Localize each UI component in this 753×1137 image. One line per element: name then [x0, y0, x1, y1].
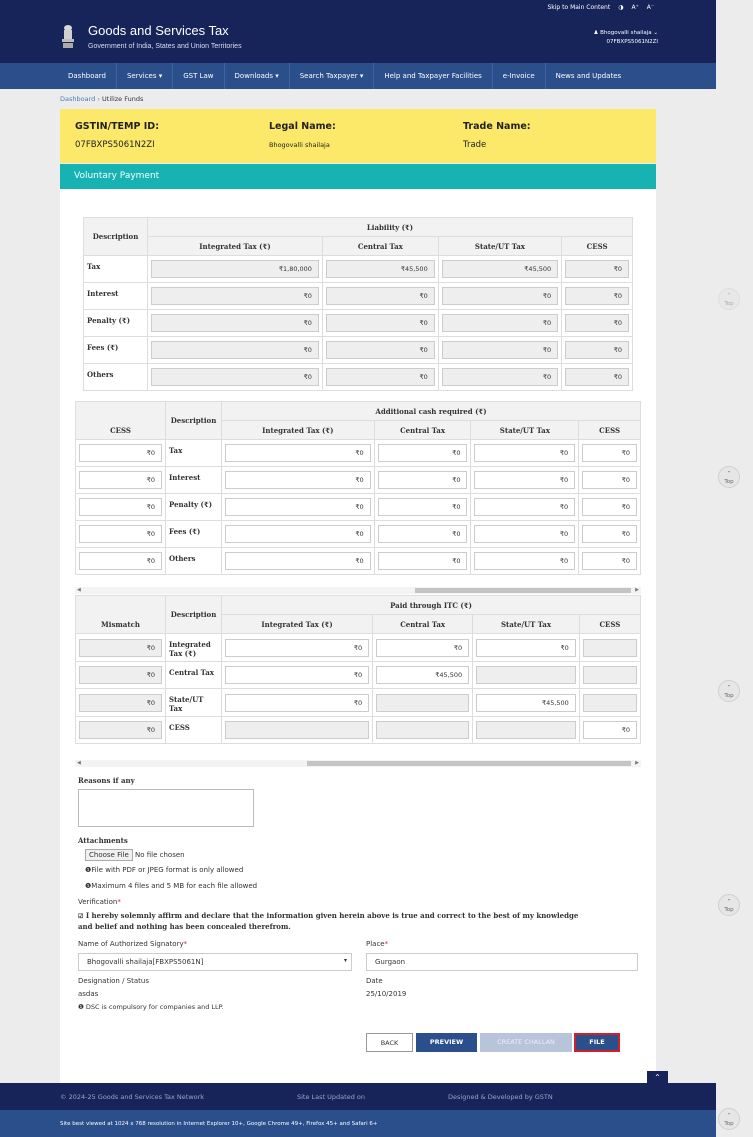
scroll-top-icon[interactable]: ⌃: [647, 1071, 668, 1084]
chevron-up-icon: ⌃: [726, 293, 732, 299]
choose-file-button[interactable]: Choose File: [85, 849, 133, 861]
cash-input[interactable]: ₹0: [378, 471, 468, 489]
chevron-up-icon: ⌃: [726, 471, 732, 477]
cash-input[interactable]: ₹0: [225, 444, 371, 462]
place-label-text: Place: [366, 940, 385, 948]
site-subtitle: Government of India, States and Union Territories: [88, 43, 242, 50]
nav-downloads[interactable]: Downloads ▾: [225, 63, 290, 89]
top-button[interactable]: [718, 288, 740, 310]
itc-disabled-field: [583, 694, 637, 712]
nav-search-taxpayer[interactable]: Search Taxpayer ▾: [290, 63, 375, 89]
back-button[interactable]: BACK: [366, 1033, 413, 1052]
row-label: Interest: [84, 283, 148, 310]
itc-group-header: Paid through ITC (₹): [222, 596, 641, 615]
place-value: Gurgaon: [375, 958, 406, 966]
cash-col-cess: CESS: [579, 421, 641, 440]
font-decrease-button[interactable]: A⁻: [646, 4, 654, 11]
itc-lead-header: Mismatch: [76, 596, 166, 634]
chevron-up-icon: ⌃: [726, 899, 732, 905]
row-label: Interest: [166, 467, 222, 494]
required-mark: *: [117, 898, 121, 906]
verification-declaration: [78, 911, 638, 932]
reasons-label: Reasons if any: [78, 776, 135, 785]
liability-col-sgst: State/UT Tax: [438, 237, 561, 256]
row-label: Penalty (₹): [84, 310, 148, 337]
declaration-line-1: I hereby solemnly affirm and declare that the information given herein above is true and correct to the best of my knowledge: [85, 911, 579, 920]
cash-input[interactable]: ₹0: [474, 444, 575, 462]
itc-disabled-field: [476, 666, 576, 684]
checkbox-checked-icon[interactable]: ☑: [78, 913, 84, 920]
value-field: ₹0: [565, 314, 629, 332]
itc-col-cgst: Central Tax: [373, 615, 473, 634]
value-field: ₹0: [326, 287, 435, 305]
table-row: [76, 634, 641, 662]
table-row: [76, 548, 641, 575]
cess-lead-field: ₹0: [79, 471, 162, 489]
value-field: ₹0: [326, 314, 435, 332]
table-row: [76, 467, 641, 494]
nav-news[interactable]: News and Updates: [555, 72, 622, 80]
date-label: Date: [366, 977, 383, 985]
itc-col-cess: CESS: [579, 615, 640, 634]
row-label: Penalty (₹): [166, 494, 222, 521]
liability-table: [83, 217, 633, 391]
legal-name-value: Bhogovalli shailaja: [269, 141, 330, 149]
file-format-note: ❶File with PDF or JPEG format is only allowed: [85, 866, 244, 874]
itc-input[interactable]: ₹0: [376, 639, 469, 657]
liability-desc-header: Description: [84, 218, 148, 256]
cash-input[interactable]: ₹0: [225, 525, 371, 543]
cash-col-sgst: State/UT Tax: [471, 421, 579, 440]
itc-input[interactable]: ₹0: [225, 666, 369, 684]
scroll-right-icon[interactable]: ▶: [635, 587, 639, 593]
table-row: [84, 364, 633, 391]
nav-dashboard[interactable]: Dashboard: [58, 63, 117, 89]
cash-required-table: [75, 401, 641, 575]
top-button[interactable]: [718, 466, 740, 488]
itc-desc-header: Description: [166, 596, 222, 634]
nav-gst-law[interactable]: GST Law: [173, 63, 224, 89]
designation-label: Designation / Status: [78, 977, 149, 985]
cash-input[interactable]: ₹0: [378, 552, 468, 570]
row-label: Fees (₹): [166, 521, 222, 548]
footer-designed: Designed & Developed by GSTN: [448, 1093, 553, 1101]
cash-desc-header: Description: [166, 402, 222, 440]
mismatch-field: ₹0: [79, 694, 162, 712]
row-label: CESS: [166, 717, 222, 744]
scroll-left-icon[interactable]: ◀: [77, 587, 81, 593]
row-label: Fees (₹): [84, 337, 148, 364]
cess-lead-field: ₹0: [79, 525, 162, 543]
top-label: Top: [724, 693, 734, 699]
row-label: Others: [166, 548, 222, 575]
footer: [0, 1083, 716, 1110]
itc-disabled-field: [225, 721, 369, 739]
top-button[interactable]: [718, 894, 740, 916]
breadcrumb-dashboard[interactable]: Dashboard: [60, 95, 96, 103]
declaration-line-2: and belief and nothing has been concealed therefrom.: [78, 922, 291, 931]
cess-lead-field: ₹0: [79, 444, 162, 462]
scroll-left-icon[interactable]: ◀: [77, 760, 81, 766]
liability-col-cess: CESS: [562, 237, 633, 256]
cess-lead-field: ₹0: [79, 552, 162, 570]
table-row: [84, 310, 633, 337]
mismatch-field: ₹0: [79, 721, 162, 739]
liability-col-igst: Integrated Tax (₹): [148, 237, 323, 256]
date-value: 25/10/2019: [366, 990, 407, 998]
cash-input[interactable]: ₹0: [378, 498, 468, 516]
cash-input[interactable]: ₹0: [225, 471, 371, 489]
value-field: ₹0: [565, 260, 629, 278]
row-label: Central Tax: [166, 662, 222, 689]
top-label: Top: [724, 1121, 734, 1127]
table-row: [76, 662, 641, 689]
cash-input[interactable]: ₹0: [378, 444, 468, 462]
cash-col-igst: Integrated Tax (₹): [222, 421, 375, 440]
required-mark: *: [384, 940, 389, 948]
cash-input[interactable]: ₹0: [225, 552, 371, 570]
mismatch-field: ₹0: [79, 666, 162, 684]
itc-input[interactable]: ₹0: [225, 694, 369, 712]
cash-input[interactable]: ₹0: [378, 525, 468, 543]
table-row: [76, 717, 641, 744]
create-challan-button: CREATE CHALLAN: [480, 1033, 572, 1052]
value-field: ₹1,80,000: [151, 260, 319, 278]
table-row: [76, 440, 641, 467]
itc-col-igst: Integrated Tax (₹): [222, 615, 373, 634]
cash-group-header: Additional cash required (₹): [222, 402, 641, 421]
signatory-label: [78, 940, 187, 948]
trade-name-label: Trade Name:: [463, 121, 531, 132]
table-row: [76, 494, 641, 521]
cash-input[interactable]: ₹0: [474, 525, 575, 543]
scrollbar-thumb[interactable]: [415, 588, 631, 593]
value-field: ₹0: [565, 287, 629, 305]
cash-input[interactable]: ₹0: [474, 498, 575, 516]
cess-lead-field: ₹0: [79, 498, 162, 516]
value-field: ₹0: [442, 368, 558, 386]
trade-name-value: Trade: [463, 140, 487, 150]
value-field: ₹0: [151, 314, 319, 332]
nav-help[interactable]: Help and Taxpayer Facilities: [374, 63, 492, 89]
top-label: Top: [724, 479, 734, 485]
top-button[interactable]: [718, 680, 740, 702]
verification-label-text: Verification: [78, 898, 118, 906]
file-button[interactable]: FILE: [574, 1033, 620, 1052]
itc-input[interactable]: ₹45,500: [376, 666, 469, 684]
user-menu[interactable]: [593, 29, 658, 47]
user-name[interactable]: ♟ Bhogovalli shailaja ⌄: [593, 30, 658, 36]
itc-disabled-field: [376, 721, 469, 739]
row-label: State/UT Tax: [166, 689, 222, 717]
gstin-value: 07FBXPS5061N2ZI: [75, 140, 155, 150]
value-field: ₹0: [565, 368, 629, 386]
value-field: ₹0: [151, 287, 319, 305]
chevron-up-icon: ⌃: [726, 1113, 732, 1119]
file-size-note: ❶Maximum 4 files and 5 MB for each file allowed: [85, 882, 258, 890]
skip-link[interactable]: Skip to Main Content: [547, 4, 611, 11]
cash-input[interactable]: ₹0: [582, 552, 637, 570]
nav-einvoice[interactable]: e-Invoice: [493, 63, 546, 89]
value-field: ₹45,500: [442, 260, 558, 278]
signatory-value: Bhogovalli shailaja[FBXPS5061N]: [87, 958, 204, 966]
table-row: [84, 337, 633, 364]
place-input[interactable]: [366, 953, 638, 971]
value-field: ₹0: [565, 341, 629, 359]
section-title: Voluntary Payment: [60, 164, 656, 189]
value-field: ₹0: [442, 314, 558, 332]
top-label: Top: [724, 907, 734, 913]
itc-input[interactable]: ₹0: [583, 721, 637, 739]
cash-input[interactable]: ₹0: [582, 498, 637, 516]
top-label: Top: [724, 301, 734, 307]
table-row: [84, 283, 633, 310]
site-title[interactable]: Goods and Services Tax: [88, 23, 229, 38]
cash-input[interactable]: ₹0: [474, 552, 575, 570]
font-increase-button[interactable]: A⁺: [631, 4, 639, 11]
dsc-note: ❶ DSC is compulsory for companies and LLP.: [78, 1003, 224, 1011]
value-field: ₹45,500: [326, 260, 435, 278]
breadcrumb-current: Utilize Funds: [102, 95, 144, 103]
emblem-icon: [60, 24, 76, 50]
itc-input[interactable]: ₹45,500: [476, 694, 576, 712]
footer-browser-note: Site best viewed at 1024 x 768 resolution in Internet Explorer 10+, Google Chrome 49+, Firefox 45+ and Safari 6+: [0, 1110, 716, 1137]
itc-col-sgst: State/UT Tax: [473, 615, 580, 634]
table-row: [76, 521, 641, 548]
table-row: [84, 256, 633, 283]
dropdown-arrow-icon: ▾: [343, 957, 347, 964]
itc-disabled-field: [476, 721, 576, 739]
chevron-up-icon: ⌃: [726, 685, 732, 691]
reasons-textarea[interactable]: [78, 789, 254, 827]
row-label: Tax: [84, 256, 148, 283]
value-field: ₹0: [442, 287, 558, 305]
attachments-label: Attachments: [78, 836, 128, 845]
place-label: [366, 940, 388, 948]
itc-disabled-field: [583, 666, 637, 684]
designation-value: asdas: [78, 990, 99, 998]
itc-table-scrollbar[interactable]: [75, 760, 641, 767]
site-header: [0, 16, 716, 63]
verification-label: [78, 898, 121, 906]
cash-input[interactable]: ₹0: [582, 444, 637, 462]
cash-input[interactable]: ₹0: [582, 525, 637, 543]
scroll-right-icon[interactable]: ▶: [635, 760, 639, 766]
itc-table: [75, 595, 641, 744]
value-field: ₹0: [326, 341, 435, 359]
itc-input[interactable]: ₹0: [225, 639, 369, 657]
itc-input[interactable]: ₹0: [476, 639, 576, 657]
liability-group-header: Liability (₹): [148, 218, 633, 237]
cash-lead-header: CESS: [76, 402, 166, 440]
value-field: ₹0: [326, 368, 435, 386]
signatory-select[interactable]: [78, 953, 352, 971]
footer-copyright: © 2024-25 Goods and Services Tax Network: [60, 1093, 205, 1101]
cash-col-cgst: Central Tax: [374, 421, 471, 440]
cash-input[interactable]: ₹0: [474, 471, 575, 489]
value-field: ₹0: [151, 341, 319, 359]
row-label: Others: [84, 364, 148, 391]
gstin-label: GSTIN/TEMP ID:: [75, 121, 159, 132]
file-status: No file chosen: [135, 851, 185, 859]
cash-input[interactable]: ₹0: [582, 471, 637, 489]
top-button[interactable]: [718, 1108, 740, 1130]
cash-table-scrollbar[interactable]: [75, 587, 641, 594]
footer-updated: Site Last Updated on: [297, 1093, 365, 1101]
breadcrumb-separator: ›: [97, 95, 100, 103]
signatory-label-text: Name of Authorized Signatory: [78, 940, 184, 948]
cash-input[interactable]: ₹0: [225, 498, 371, 516]
nav-services[interactable]: Services ▾: [117, 63, 173, 89]
row-label: Tax: [166, 440, 222, 467]
scrollbar-thumb[interactable]: [307, 761, 631, 766]
user-gstin: 07FBXPS5061N2ZI: [606, 39, 658, 45]
preview-button[interactable]: PREVIEW: [416, 1033, 477, 1052]
value-field: ₹0: [442, 341, 558, 359]
legal-name-label: Legal Name:: [269, 121, 336, 132]
value-field: ₹0: [151, 368, 319, 386]
row-label: Integrated Tax (₹): [166, 634, 222, 662]
liability-col-cgst: Central Tax: [322, 237, 438, 256]
top-utility-bar: [0, 0, 716, 16]
main-nav: [0, 63, 716, 89]
itc-disabled-field: [376, 694, 469, 712]
required-mark: *: [183, 940, 188, 948]
mismatch-field: ₹0: [79, 639, 162, 657]
taxpayer-info-banner: [60, 109, 656, 163]
breadcrumb: [60, 95, 143, 103]
contrast-icon[interactable]: ◑: [618, 4, 624, 11]
itc-disabled-field: [583, 639, 637, 657]
table-row: [76, 689, 641, 717]
